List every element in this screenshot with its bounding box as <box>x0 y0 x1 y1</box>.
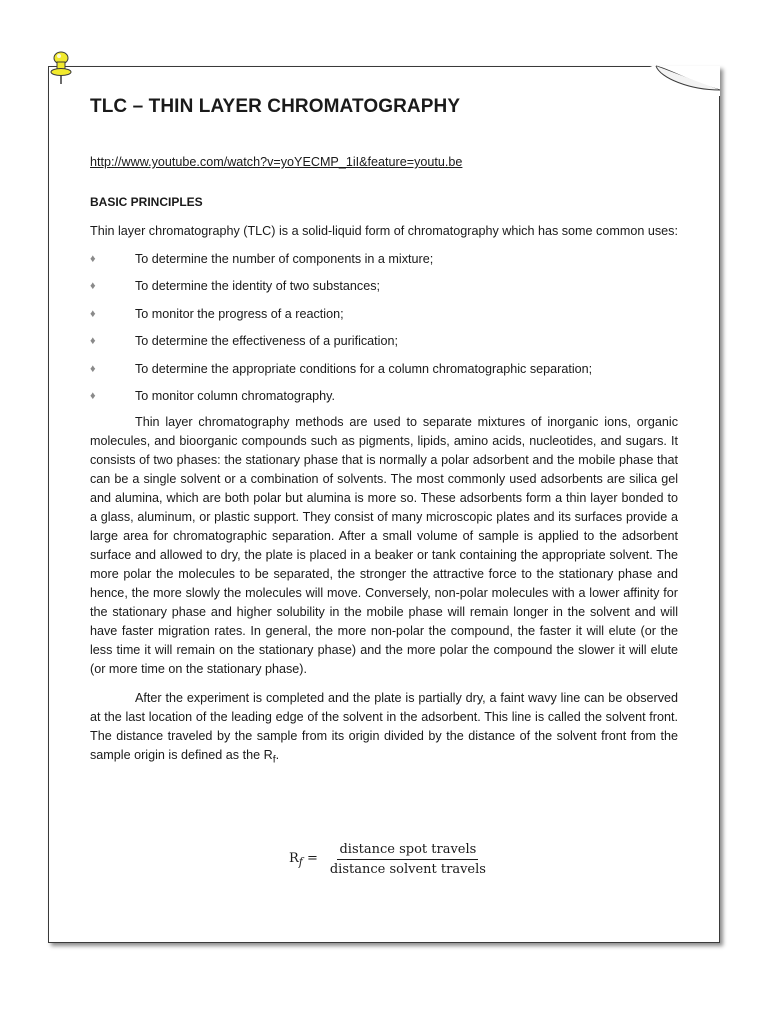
page-title: TLC – THIN LAYER CHROMATOGRAPHY <box>90 96 461 117</box>
formula-numerator: distance spot travels <box>337 842 478 860</box>
page-fold-icon <box>650 60 722 96</box>
list-item <box>90 305 678 332</box>
diamond-bullet-icon: ♦ <box>90 280 96 293</box>
list-item <box>90 387 678 414</box>
list-item-text: To determine the identity of two substances; <box>135 279 381 294</box>
formula-r: R <box>289 850 299 866</box>
experiment-text: After the experiment is completed and the plate is partially dry, a faint wavy line can be observed at the last location of the leading edge of the solvent in the adsorbent. This line is called the solvent front. The distance traveled by the sample from its origin divided by the distance of the solvent front from the sample origin is defined as the R <box>90 691 678 763</box>
experiment-period: . <box>275 748 280 763</box>
youtube-link[interactable]: http://www.youtube.com/watch?v=yoYECMP_1iI&feature=youtu.be <box>90 155 463 169</box>
list-item <box>90 277 678 304</box>
list-item <box>90 250 678 277</box>
list-item-text: To monitor the progress of a reaction; <box>135 306 344 321</box>
formula-denominator: distance solvent travels <box>329 862 486 877</box>
methods-paragraph: Thin layer chromatography methods are used to separate mixtures of inorganic ions, organic molecules, and bioorganic compounds such as pigments, lipids, amino acids, nucleotides, and sugars. It consists of two phases: the stationary phase that is normally a polar adsorbent and the mobile phase that can be a single solvent or a combination of solvents. The most commonly used adsorbents are silica gel and alumina, which are both polar but alumina is more so. These adsorbents form a thin layer bonded to a glass, aluminum, or plastic support. They consist of many microscopic plates and its surfaces provide a large area for chromatographic separation. After a small volume of sample is applied to the adsorbent surface and allowed to dry, the plate is placed in a beaker or tank containing the appropriate solvent. The more polar the molecules to be separated, the stronger the attractive force to the stationary phase and hence, the more slowly the molecules will move. Conversely, non-polar molecules with a lower affinity for the stationary phase and higher solubility in the mobile phase will remain longer in the solvent and will have faster migration rates. In general, the more non-polar the compound, the faster it will elute (or the less time it will remain on the stationary phase) and the more polar the compound the slower it will elute (or more time on the stationary phase). <box>90 415 678 677</box>
list-item <box>90 360 678 387</box>
diamond-bullet-icon: ♦ <box>90 362 96 375</box>
list-item-text: To determine the number of components in a mixture; <box>135 252 434 266</box>
rf-subscript: f <box>272 753 276 766</box>
rf-formula <box>289 842 488 877</box>
diamond-bullet-icon: ♦ <box>90 335 96 348</box>
formula-equals: = <box>306 850 318 866</box>
list-item-text: To determine the appropriate conditions for a column chromatographic separation; <box>135 361 593 376</box>
push-pin-icon <box>48 48 74 88</box>
formula-fraction <box>328 842 488 877</box>
list-item <box>90 332 678 359</box>
diamond-bullet-icon: ♦ <box>90 389 96 402</box>
list-item-text: To monitor column chromatography. <box>135 388 335 403</box>
formula-f: f <box>298 855 303 869</box>
list-item-text: To determine the effectiveness of a purification; <box>135 334 398 349</box>
section-heading: BASIC PRINCIPLES <box>90 195 203 209</box>
experiment-paragraph <box>90 689 678 770</box>
intro-paragraph: Thin layer chromatography (TLC) is a solid-liquid form of chromatography which has some common uses: <box>90 224 678 238</box>
uses-list <box>90 250 678 414</box>
formula-lhs <box>289 851 318 869</box>
document-body <box>90 93 678 770</box>
diamond-bullet-icon: ♦ <box>90 253 96 265</box>
diamond-bullet-icon: ♦ <box>90 307 96 320</box>
